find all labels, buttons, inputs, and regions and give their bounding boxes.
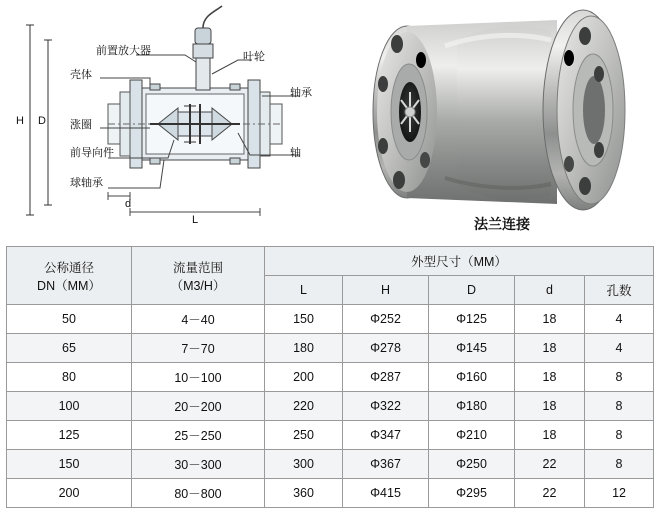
table-row (7, 392, 654, 421)
label-dim-H: H (16, 115, 24, 127)
cell-holes: 4 (585, 305, 654, 334)
label-dim-L: L (192, 214, 199, 226)
cell-H: Φ322 (343, 392, 429, 421)
cell-d: 18 (515, 305, 585, 334)
cell-H: Φ415 (343, 479, 429, 508)
cell-L: 220 (265, 392, 343, 421)
cell-flow: 10－100 (132, 363, 265, 392)
label-housing: 壳体 (70, 69, 92, 81)
header-d: d (515, 276, 585, 305)
label-bearing: 轴承 (290, 87, 312, 99)
header-nominal-diameter (7, 247, 132, 305)
header-holes: 孔数 (585, 276, 654, 305)
turbine-flowmeter-schematic (0, 0, 345, 240)
cell-holes: 8 (585, 392, 654, 421)
label-impeller: 叶轮 (243, 51, 265, 63)
cell-d: 22 (515, 479, 585, 508)
label-expansion-ring: 涨圈 (70, 119, 92, 131)
cell-flow: 30－300 (132, 450, 265, 479)
cell-dn: 50 (7, 305, 132, 334)
cell-D: Φ180 (429, 392, 515, 421)
table-header-row-1 (7, 247, 654, 276)
header-outer-dimensions: 外型尺寸（MM） (265, 247, 654, 276)
cell-dn: 150 (7, 450, 132, 479)
cell-H: Φ278 (343, 334, 429, 363)
photo-caption: 法兰连接 (474, 216, 530, 232)
label-ball-bearing: 球轴承 (70, 177, 103, 189)
cell-D: Φ125 (429, 305, 515, 334)
cell-D: Φ210 (429, 421, 515, 450)
cell-d: 18 (515, 392, 585, 421)
header-flow-range-line2: （M3/H） (170, 278, 226, 293)
table-row (7, 363, 654, 392)
cell-flow: 80－800 (132, 479, 265, 508)
header-nominal-diameter-line2: DN（MM） (37, 278, 101, 293)
cell-d: 18 (515, 421, 585, 450)
cell-L: 250 (265, 421, 343, 450)
cell-D: Φ160 (429, 363, 515, 392)
cell-flow: 4－40 (132, 305, 265, 334)
cell-L: 180 (265, 334, 343, 363)
table-row (7, 450, 654, 479)
cell-holes: 8 (585, 421, 654, 450)
cell-dn: 80 (7, 363, 132, 392)
cell-D: Φ250 (429, 450, 515, 479)
header-nominal-diameter-line1: 公称通径 (43, 260, 94, 275)
cell-d: 18 (515, 334, 585, 363)
cell-H: Φ367 (343, 450, 429, 479)
cell-H: Φ287 (343, 363, 429, 392)
cell-L: 150 (265, 305, 343, 334)
flowmeter-body-photo (345, 0, 659, 215)
cell-L: 300 (265, 450, 343, 479)
table-row (7, 334, 654, 363)
cell-holes: 4 (585, 334, 654, 363)
label-preamplifier: 前置放大器 (96, 45, 151, 57)
label-shaft: 轴 (290, 147, 301, 159)
cell-flow: 20－200 (132, 392, 265, 421)
header-L: L (265, 276, 343, 305)
flange-connection-photo (345, 0, 659, 240)
cell-holes: 8 (585, 363, 654, 392)
cell-holes: 8 (585, 450, 654, 479)
cell-dn: 125 (7, 421, 132, 450)
cell-L: 200 (265, 363, 343, 392)
cell-flow: 7－70 (132, 334, 265, 363)
table-body (7, 305, 654, 508)
cell-holes: 12 (585, 479, 654, 508)
header-D: D (429, 276, 515, 305)
header-flow-range (132, 247, 265, 305)
cell-D: Φ145 (429, 334, 515, 363)
cell-dn: 65 (7, 334, 132, 363)
specification-table-wrapper (6, 246, 653, 508)
label-dim-D: D (38, 115, 46, 127)
label-front-guide: 前导向件 (70, 147, 114, 159)
cell-d: 22 (515, 450, 585, 479)
cell-flow: 25－250 (132, 421, 265, 450)
schematic-drawing (0, 0, 345, 240)
specification-table (6, 246, 654, 508)
cell-D: Φ295 (429, 479, 515, 508)
table-header (7, 247, 654, 305)
cell-H: Φ347 (343, 421, 429, 450)
header-H: H (343, 276, 429, 305)
label-dim-d: d (125, 198, 132, 210)
cell-dn: 200 (7, 479, 132, 508)
cell-d: 18 (515, 363, 585, 392)
table-row (7, 479, 654, 508)
cell-L: 360 (265, 479, 343, 508)
table-row (7, 305, 654, 334)
table-row (7, 421, 654, 450)
cell-H: Φ252 (343, 305, 429, 334)
cell-dn: 100 (7, 392, 132, 421)
top-illustration-area (0, 0, 659, 240)
header-flow-range-line1: 流量范围 (172, 260, 223, 275)
